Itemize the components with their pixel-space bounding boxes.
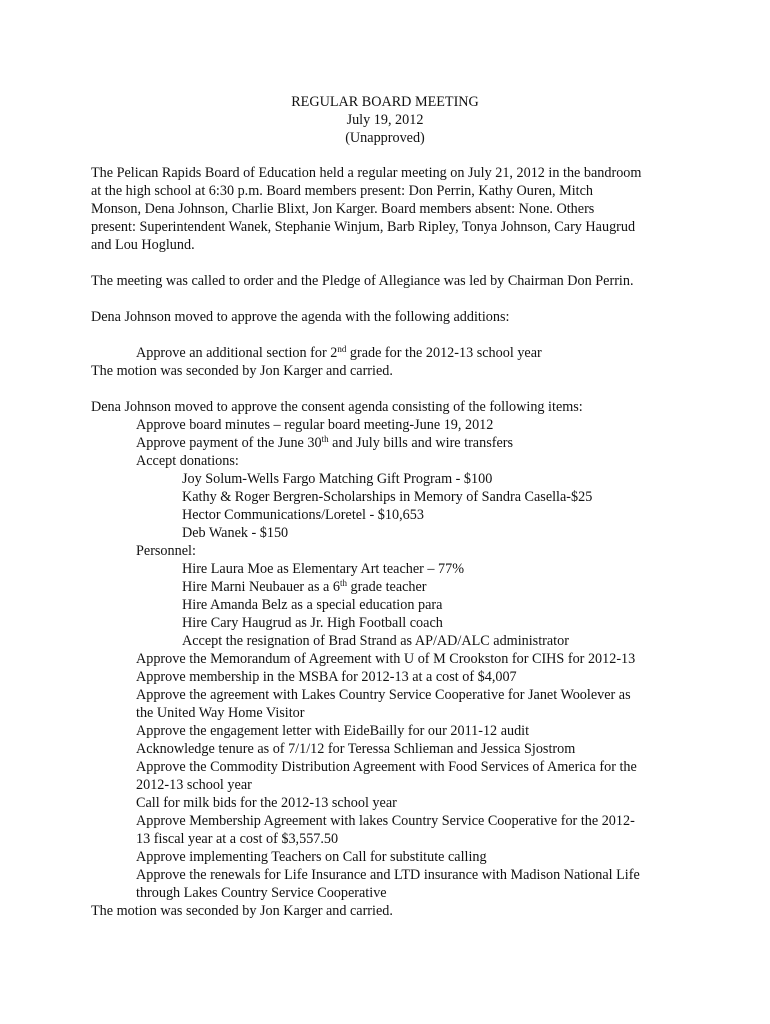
intro-line: The Pelican Rapids Board of Education held a regular meeting on July 21, 2012 in the bandroom <box>91 165 642 181</box>
intro-paragraph <box>91 164 683 254</box>
donations-heading: Accept donations: <box>136 453 239 469</box>
consent-item-continuation: through Lakes Country Service Cooperative <box>136 885 387 901</box>
meeting-date: July 19, 2012 <box>346 112 424 128</box>
consent-item: Approve implementing Teachers on Call for substitute calling <box>136 849 487 865</box>
document-title: REGULAR BOARD MEETING <box>291 94 479 110</box>
consent-seconded: The motion was seconded by Jon Karger and carried. <box>91 903 393 919</box>
intro-line: present: Superintendent Wanek, Stephanie Winjum, Barb Ripley, Tonya Johnson, Cary Haugrud <box>91 219 636 235</box>
document-header <box>0 93 770 147</box>
consent-item: Approve Membership Agreement with lakes Country Service Cooperative for the 2012- <box>136 813 635 829</box>
consent-item: Approve the Commodity Distribution Agreement with Food Services of America for the <box>136 759 637 775</box>
personnel-item: Hire Amanda Belz as a special education para <box>182 597 443 613</box>
call-to-order-paragraph: The meeting was called to order and the Pledge of Allegiance was led by Chairman Don Perrin. <box>91 273 634 289</box>
intro-line: and Lou Hoglund. <box>91 237 195 253</box>
agenda-seconded: The motion was seconded by Jon Karger and carried. <box>91 363 393 379</box>
consent-motion: Dena Johnson moved to approve the consent agenda consisting of the following items: <box>91 399 583 415</box>
donation-item: Kathy & Roger Bergren-Scholarships in Memory of Sandra Casella-$25 <box>182 489 593 505</box>
donation-item: Hector Communications/Loretel - $10,653 <box>182 507 424 523</box>
intro-line: at the high school at 6:30 p.m. Board members present: Don Perrin, Kathy Ouren, Mitch <box>91 183 593 199</box>
document-body <box>91 164 683 920</box>
consent-item: Approve the agreement with Lakes Country Service Cooperative for Janet Woolever as <box>136 687 631 703</box>
consent-item: Approve payment of the June 30th and July bills and wire transfers <box>136 434 513 451</box>
consent-item: Acknowledge tenure as of 7/1/12 for Teressa Schlieman and Jessica Sjostrom <box>136 741 576 757</box>
personnel-item: Hire Marni Neubauer as a 6th grade teacher <box>182 578 427 595</box>
donation-item: Deb Wanek - $150 <box>182 525 289 541</box>
approval-status: (Unapproved) <box>345 130 425 146</box>
agenda-addition-item: Approve an additional section for 2nd grade for the 2012-13 school year <box>136 344 542 361</box>
personnel-heading: Personnel: <box>136 543 196 559</box>
consent-item-continuation: the United Way Home Visitor <box>136 705 305 721</box>
personnel-item: Accept the resignation of Brad Strand as AP/AD/ALC administrator <box>182 633 569 649</box>
consent-item: Approve the renewals for Life Insurance and LTD insurance with Madison National Life <box>136 867 640 883</box>
consent-item: Call for milk bids for the 2012-13 school year <box>136 795 397 811</box>
consent-item: Approve the Memorandum of Agreement with U of M Crookston for CIHS for 2012-13 <box>136 651 636 667</box>
donation-item: Joy Solum-Wells Fargo Matching Gift Program - $100 <box>182 471 493 487</box>
intro-line: Monson, Dena Johnson, Charlie Blixt, Jon Karger. Board members absent: None. Others <box>91 201 595 217</box>
personnel-item: Hire Laura Moe as Elementary Art teacher – 77% <box>182 561 465 577</box>
consent-item-continuation: 13 fiscal year at a cost of $3,557.50 <box>136 831 339 847</box>
personnel-item: Hire Cary Haugrud as Jr. High Football coach <box>182 615 443 631</box>
consent-item: Approve membership in the MSBA for 2012-13 at a cost of $4,007 <box>136 669 517 685</box>
consent-item: Approve the engagement letter with EideBailly for our 2011-12 audit <box>136 723 530 739</box>
consent-item: Approve board minutes – regular board meeting-June 19, 2012 <box>136 417 494 433</box>
agenda-motion: Dena Johnson moved to approve the agenda with the following additions: <box>91 309 510 325</box>
consent-item-continuation: 2012-13 school year <box>136 777 252 793</box>
